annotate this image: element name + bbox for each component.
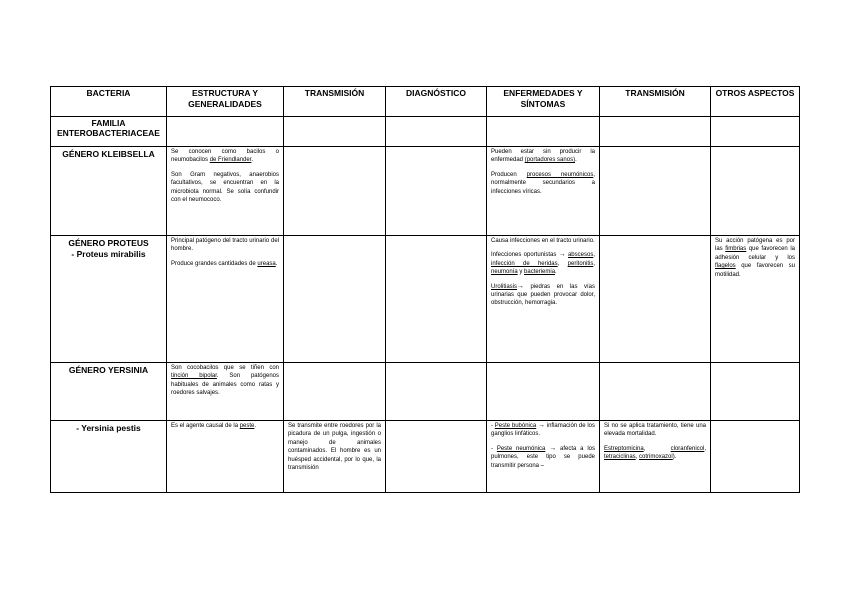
empty-cell: [600, 236, 711, 363]
underlined-text: fimbrias: [725, 246, 747, 253]
empty-cell: [711, 117, 800, 147]
proteus-genus: GÉNERO PROTEUS: [68, 238, 149, 248]
text: Produce grandes cantidades de: [171, 260, 258, 267]
header-enfermedades: ENFERMEDADES Y SÍNTOMAS: [487, 87, 600, 117]
header-transmision-2: TRANSMISIÓN: [600, 87, 711, 117]
header-bacteria: BACTERIA: [51, 87, 167, 117]
empty-cell: [487, 117, 600, 147]
header-transmision: TRANSMISIÓN: [284, 87, 386, 117]
text: ,: [593, 260, 595, 267]
underlined-text: cotrimoxazol: [639, 454, 673, 461]
text: ,: [557, 260, 568, 267]
arrow-icon: →: [558, 251, 566, 259]
row-pestis: [51, 421, 800, 493]
underlined-text: neumonía: [491, 269, 518, 276]
header-row: [51, 87, 800, 117]
text: y: [517, 269, 525, 276]
proteus-enfermedades: [487, 236, 600, 363]
text: -: [491, 423, 495, 429]
pestis-transmision-2: [600, 421, 711, 493]
underlined-text: ureasa: [257, 260, 276, 267]
text: .: [251, 157, 254, 164]
underlined-text: Peste neumónica: [496, 445, 546, 452]
bacteria-table: [50, 86, 800, 493]
text: Se transmite entre roedores por la picadura de un pulga, ingestión o manejo de animales contaminados. El hombre es un huésped accidental, por lo que, la transmisión: [288, 423, 381, 472]
empty-cell: [386, 117, 487, 147]
empty-cell: [711, 147, 800, 236]
empty-cell: [386, 236, 487, 363]
text: ).: [672, 454, 677, 461]
proteus-otros: [711, 236, 800, 363]
yersinia-name: GÉNERO YERSINIA: [51, 363, 167, 421]
text: inflamación de los ganglios linfáticos.: [491, 423, 595, 438]
underlined-text: procesos neumónicos: [526, 171, 594, 178]
familia-name: FAMILIA ENTEROBACTERIACEAE: [51, 117, 167, 147]
empty-cell: [711, 421, 800, 493]
underlined-text: Urolitiasis: [491, 283, 518, 290]
underlined-text: Peste bubónica: [494, 423, 537, 429]
text: ,: [643, 445, 671, 452]
proteus-name: [51, 236, 167, 363]
empty-cell: [600, 363, 711, 421]
empty-cell: [487, 363, 600, 421]
text: Se conocen como bacilos o neumobacilos: [171, 149, 279, 164]
underlined-text: peritonitis: [567, 260, 594, 267]
text: afecta a los pulmones, este tipo se puede transmitir persona –: [491, 445, 596, 469]
empty-cell: [284, 236, 386, 363]
empty-cell: [284, 363, 386, 421]
text: .: [575, 157, 577, 164]
text: piedras en las vías urinarias que pueden provocar dolor, obstrucción, hemorragia.: [491, 283, 595, 307]
text: , normalmente secundarios a infecciones víricas.: [491, 171, 595, 195]
kleibsella-enfermedades: [487, 147, 600, 236]
underlined-text: flagelos: [715, 263, 736, 270]
empty-cell: [284, 147, 386, 236]
empty-cell: [167, 117, 284, 147]
arrow-icon: →: [517, 282, 525, 290]
arrow-icon: →: [538, 422, 545, 429]
row-familia: [51, 117, 800, 147]
text: .: [254, 423, 257, 429]
row-proteus: [51, 236, 800, 363]
text: Son cocobacilos que se tiñen con: [171, 365, 279, 371]
text: ,: [704, 445, 706, 452]
pestis-enfermedades: [487, 421, 600, 493]
text: .: [555, 269, 557, 276]
proteus-estructura: [167, 236, 284, 363]
underlined-text: bacteriemia: [524, 269, 556, 276]
text: Pueden estar sin producir la enfermedad: [491, 149, 595, 164]
text: .: [275, 260, 278, 267]
empty-cell: [386, 421, 487, 493]
text: ,: [635, 454, 640, 461]
underlined-text: tetraciclinas: [604, 454, 636, 461]
underlined-text: Estreptomicina: [604, 445, 644, 452]
text: que favorecen su motilidad.: [715, 263, 795, 278]
text: Es el agente causal de la: [171, 423, 240, 429]
pestis-estructura: [167, 421, 284, 493]
pestis-name: - Yersinia pestis: [51, 421, 167, 493]
text: Infecciones oportunistas: [491, 252, 559, 259]
row-kleibsella: [51, 147, 800, 236]
empty-cell: [600, 147, 711, 236]
underlined-text: de Friendlander: [209, 157, 252, 164]
underlined-text: tinción bipolar: [171, 373, 217, 380]
header-diagnostico: DIAGNÓSTICO: [386, 87, 487, 117]
header-otros: OTROS ASPECTOS: [711, 87, 800, 117]
yersinia-estructura: [167, 363, 284, 421]
header-estructura: ESTRUCTURA Y GENERALIDADES: [167, 87, 284, 117]
kleibsella-estructura: [167, 147, 284, 236]
underlined-text: peste: [239, 423, 255, 429]
text: . Son patógenos habituales de animales como ratas y roedores salvajes.: [171, 373, 279, 397]
arrow-icon: →: [549, 444, 557, 452]
text: que favorecen la adhesión celular y los: [715, 246, 796, 261]
text: Su acción patógena es por las: [715, 238, 795, 253]
text: Principal patógeno del tracto urinario del hombre.: [171, 238, 279, 253]
text: Son Gram negativos, anaerobios facultativos, se encuentran en la microbiota normal. Se solía confundir con el neumococo.: [171, 171, 279, 204]
empty-cell: [711, 363, 800, 421]
proteus-species: - Proteus mirabilis: [71, 249, 146, 259]
underlined-text: infección de heridas: [491, 260, 558, 267]
empty-cell: [386, 147, 487, 236]
text: Causa infecciones en el tracto urinario.: [491, 238, 595, 244]
underlined-text: abscesos: [567, 252, 594, 259]
text: -: [491, 445, 497, 452]
empty-cell: [284, 117, 386, 147]
empty-cell: [600, 117, 711, 147]
underlined-text: cloranfenicol: [670, 445, 705, 452]
underlined-text: (portadores sanos): [524, 157, 576, 164]
row-yersinia: [51, 363, 800, 421]
text: ,: [593, 252, 595, 259]
pestis-transmision: [284, 421, 386, 493]
text: Si no se aplica tratamiento, tiene una elevada mortalidad.: [604, 423, 706, 438]
kleibsella-name: GÉNERO KLEIBSELLA: [51, 147, 167, 236]
empty-cell: [386, 363, 487, 421]
text: Producen: [491, 171, 527, 178]
